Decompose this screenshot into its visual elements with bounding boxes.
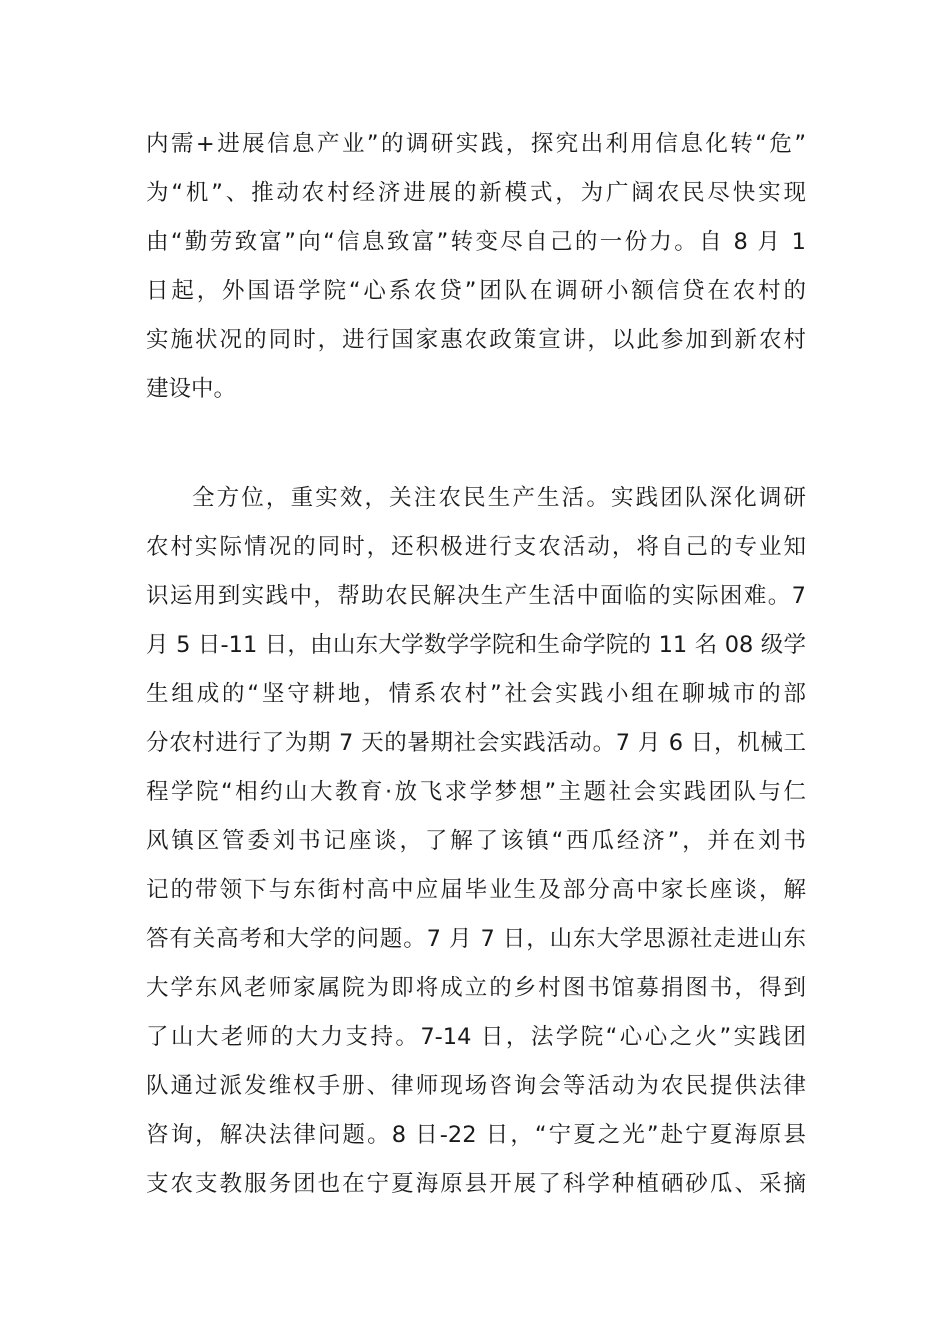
paragraph-line: 大学东风老师家属院为即将成立的乡村图书馆募捐图书，得到: [146, 975, 806, 1001]
paragraph-line: 建设中。: [146, 376, 237, 402]
paragraph-line: 程学院“相约山大教育·放飞求学梦想”主题社会实践团队与仁: [146, 779, 806, 805]
paragraph-line: 了山大老师的大力支持。7-14 日，法学院“心心之火”实践团: [146, 1024, 806, 1050]
paragraph-line: 咨询，解决法律问题。8 日-22 日，“宁夏之光”赴宁夏海原县: [146, 1122, 806, 1148]
paragraph-line: 风镇区管委刘书记座谈，了解了该镇“西瓜经济”，并在刘书: [146, 828, 806, 854]
paragraph-line: 生组成的“坚守耕地，情系农村”社会实践小组在聊城市的部: [146, 681, 806, 707]
paragraph-line: 识运用到实践中，帮助农民解决生产生活中面临的实际困难。7: [146, 583, 806, 609]
paragraph-line: 内需+进展信息产业”的调研实践，探究出利用信息化转“危”: [146, 131, 806, 157]
paragraph-line: 全方位，重实效，关注农民生产生活。实践团队深化调研: [192, 485, 806, 511]
paragraph-line: 队通过派发维权手册、律师现场咨询会等活动为农民提供法律: [146, 1073, 806, 1099]
paragraph-line: 由“勤劳致富”向“信息致富”转变尽自己的一份力。自 8 月 1: [146, 229, 806, 255]
paragraph-line: 记的带领下与东街村高中应届毕业生及部分高中家长座谈，解: [146, 877, 806, 903]
paragraph-2: [146, 474, 806, 1209]
paragraph-1: [146, 120, 806, 414]
paragraph-line: 日起，外国语学院“心系农贷”团队在调研小额信贷在农村的: [146, 278, 806, 304]
paragraph-line: 月 5 日-11 日，由山东大学数学学院和生命学院的 11 名 08 级学: [146, 632, 806, 658]
paragraph-line: 为“机”、推动农村经济进展的新模式，为广阔农民尽快实现: [146, 180, 806, 206]
paragraph-line: 答有关高考和大学的问题。7 月 7 日，山东大学思源社走进山东: [146, 926, 806, 952]
paragraph-line: 实施状况的同时，进行国家惠农政策宣讲，以此参加到新农村: [146, 327, 806, 353]
paragraph-line: 支农支教服务团也在宁夏海原县开展了科学种植硒砂瓜、采摘: [146, 1171, 806, 1197]
paragraph-line: 分农村进行了为期 7 天的暑期社会实践活动。7 月 6 日，机械工: [146, 730, 806, 756]
paragraph-line: 农村实际情况的同时，还积极进行支农活动，将自己的专业知: [146, 534, 806, 560]
